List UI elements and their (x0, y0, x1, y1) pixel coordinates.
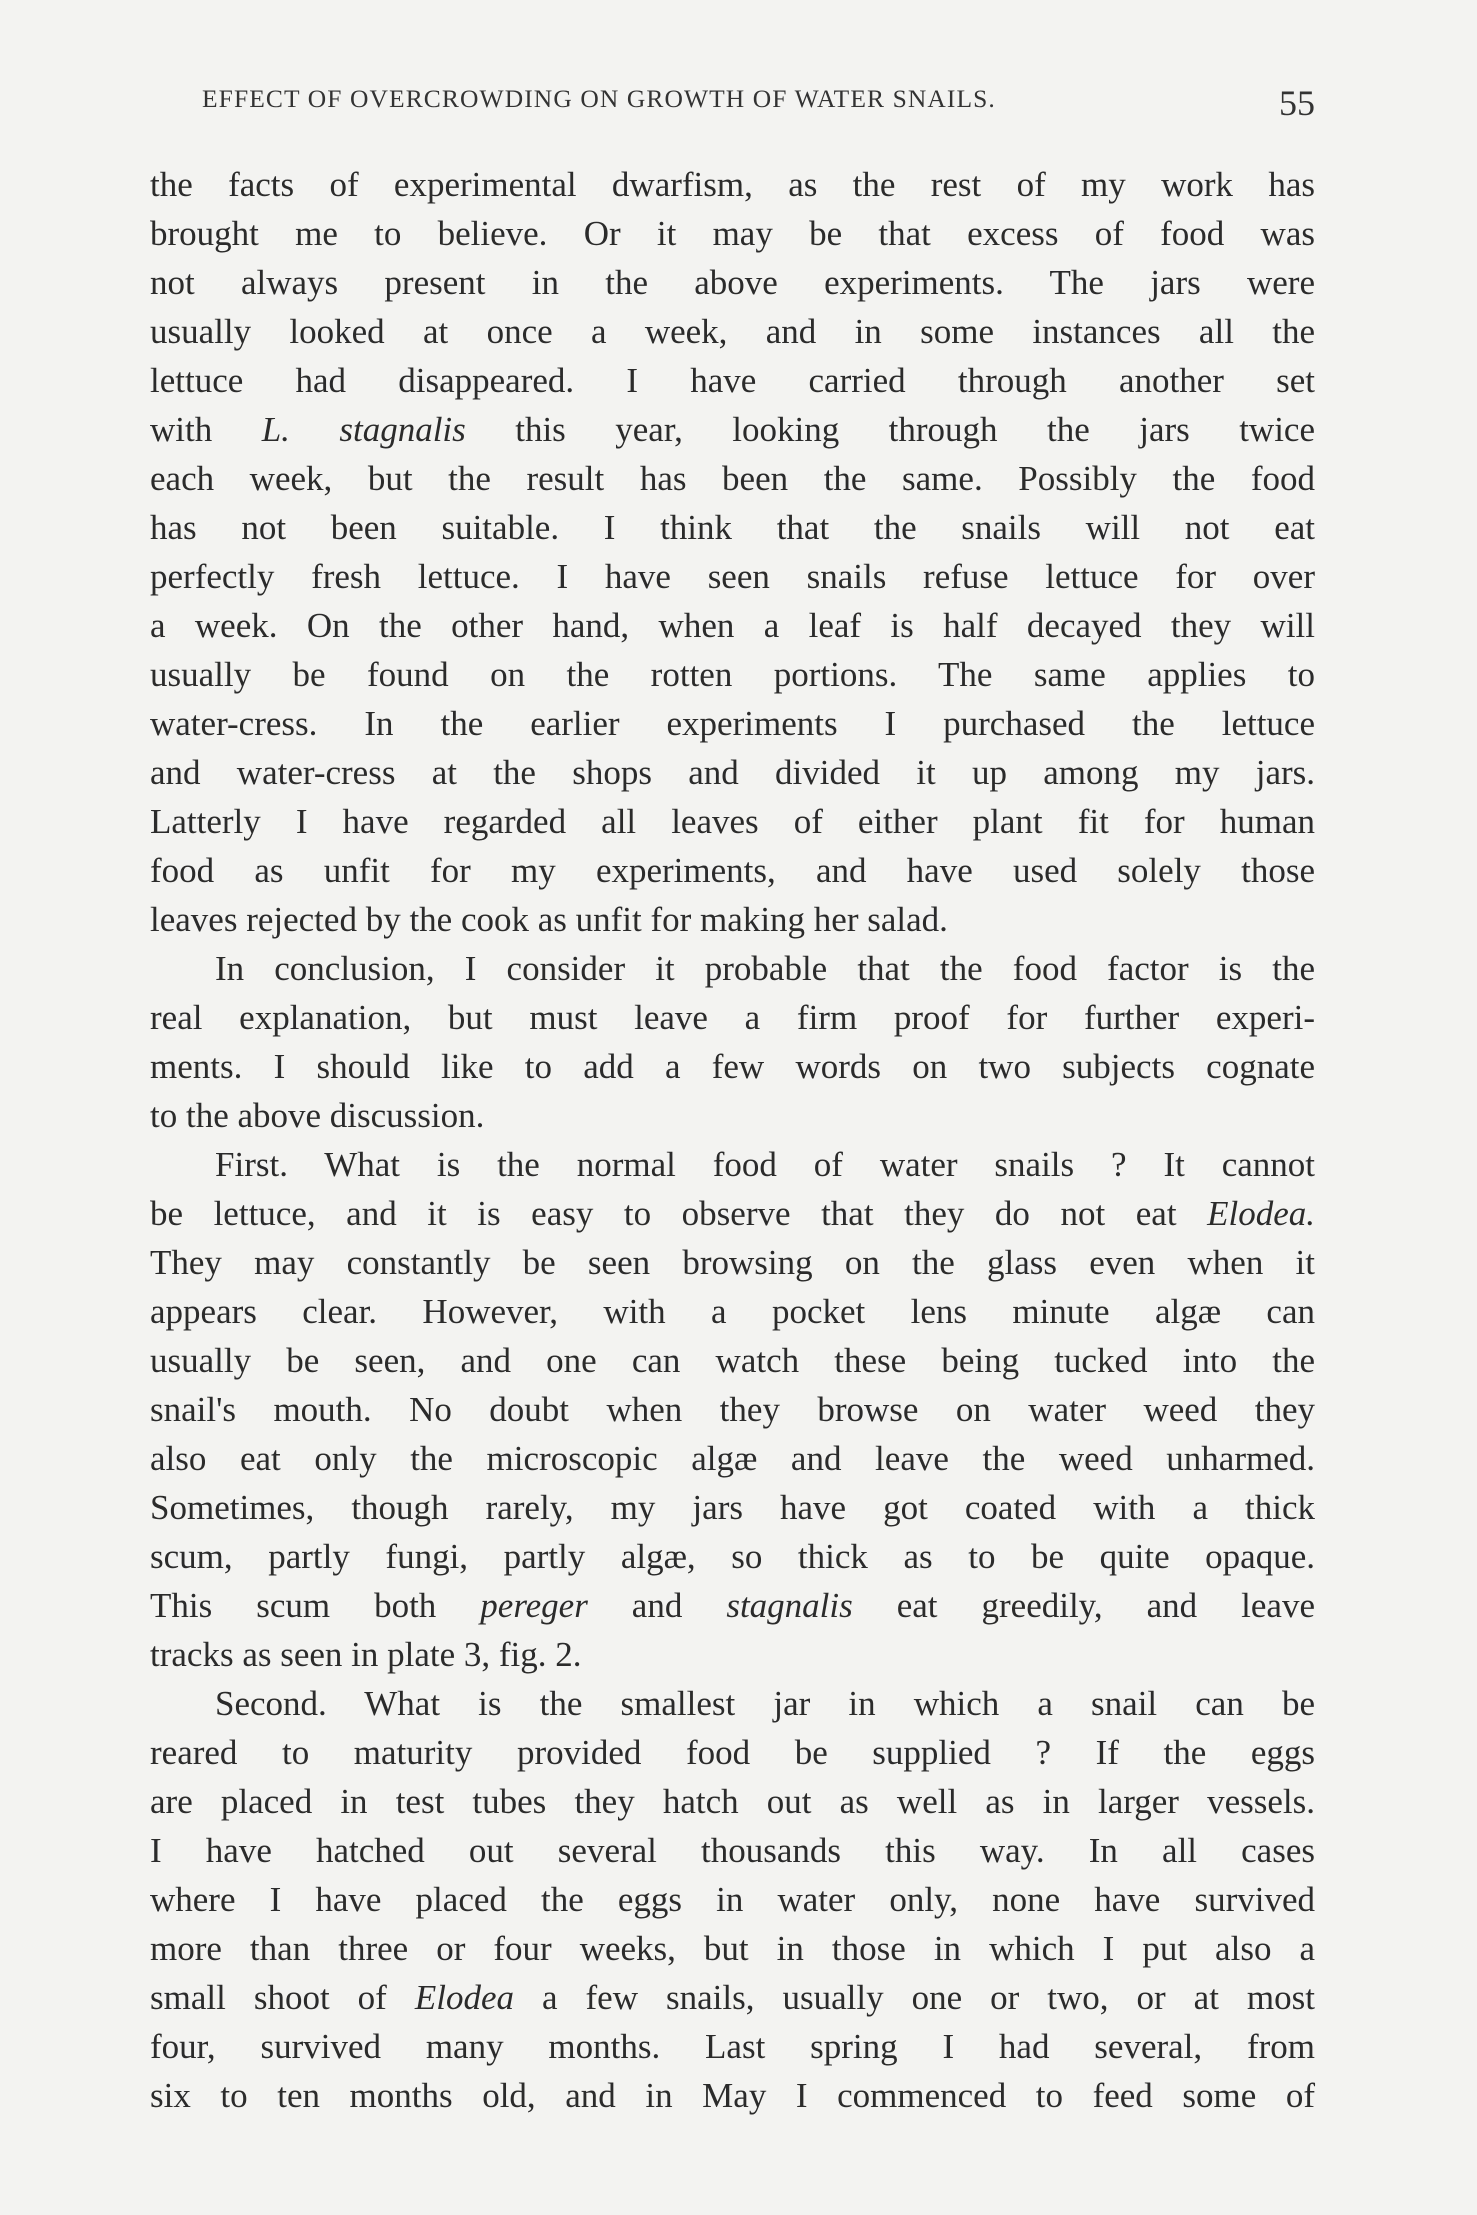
text-segment: This scum both (150, 1586, 481, 1625)
text-line (150, 1238, 1315, 1287)
running-title: EFFECT OF OVERCROWDING ON GROWTH OF WATER SNAILS. (202, 84, 996, 113)
text-line (150, 699, 1315, 748)
text-line (150, 1189, 1315, 1238)
text-line (150, 552, 1315, 601)
text-line (150, 846, 1315, 895)
text-line (150, 1532, 1315, 1581)
text-segment: usually be found on the rotten portions. The same applies to (150, 655, 1315, 694)
text-segment: also eat only the microscopic algæ and leave the weed unharmed. (150, 1439, 1315, 1478)
text-segment: the facts of experimental dwarfism, as the rest of my work has (150, 165, 1315, 204)
text-line (150, 895, 1315, 944)
text-segment: small shoot of (150, 1978, 415, 2017)
text-line (150, 160, 1315, 209)
italic-text: Elodea (414, 1978, 514, 2017)
text-segment: six to ten months old, and in May I commenced to feed some of (150, 2076, 1315, 2115)
text-line (150, 2022, 1315, 2071)
text-segment: snail's mouth. No doubt when they browse on water weed they (150, 1390, 1315, 1429)
text-line (150, 1777, 1315, 1826)
text-segment: a few snails, usually one or two, or at most (513, 1978, 1315, 2017)
text-segment: and (587, 1586, 727, 1625)
text-line (150, 1728, 1315, 1777)
text-segment: leaves rejected by the cook as unfit for making her salad. (150, 900, 948, 939)
text-line (150, 1875, 1315, 1924)
text-segment: be lettuce, and it is easy to observe that they do not eat (150, 1194, 1208, 1233)
text-line (150, 944, 1315, 993)
text-line (150, 650, 1315, 699)
text-segment: lettuce had disappeared. I have carried through another set (150, 361, 1315, 400)
text-segment: each week, but the result has been the same. Possibly the food (150, 459, 1315, 498)
text-segment: perfectly fresh lettuce. I have seen snails refuse lettuce for over (150, 557, 1315, 596)
text-segment: usually be seen, and one can watch these being tucked into the (150, 1341, 1315, 1380)
text-line (150, 1091, 1315, 1140)
text-line (150, 2071, 1315, 2120)
text-segment: Latterly I have regarded all leaves of either plant fit for human (150, 802, 1315, 841)
text-segment: are placed in test tubes they hatch out as well as in larger vessels. (150, 1782, 1315, 1821)
text-segment: four, survived many months. Last spring I had several, from (150, 2027, 1315, 2066)
text-segment: scum, partly fungi, partly algæ, so thick as to be quite opaque. (150, 1537, 1315, 1576)
text-line (150, 601, 1315, 650)
text-line (150, 797, 1315, 846)
italic-text: stagnalis (726, 1586, 853, 1625)
text-line (150, 1973, 1315, 2022)
text-segment: to the above discussion. (150, 1096, 485, 1135)
text-segment: ments. I should like to add a few words on two subjects cognate (150, 1047, 1315, 1086)
italic-text: Elodea. (1207, 1194, 1315, 1233)
text-line (150, 1630, 1315, 1679)
body-text (150, 160, 1315, 2120)
text-line (150, 454, 1315, 503)
text-segment: Sometimes, though rarely, my jars have got coated with a thick (150, 1488, 1315, 1527)
running-head (150, 82, 1315, 132)
text-line (150, 1336, 1315, 1385)
page-number: 55 (1279, 83, 1315, 123)
text-segment: food as unfit for my experiments, and have used solely those (150, 851, 1315, 890)
text-segment: In conclusion, I consider it probable that the food factor is the (215, 949, 1315, 988)
text-segment: water-cress. In the earlier experiments I purchased the lettuce (150, 704, 1315, 743)
text-line (150, 748, 1315, 797)
text-segment: with (150, 410, 262, 449)
text-segment: eat greedily, and leave (852, 1586, 1315, 1625)
text-line (150, 1140, 1315, 1189)
text-segment: tracks as seen in plate 3, fig. 2. (150, 1635, 582, 1674)
text-line (150, 356, 1315, 405)
text-segment: brought me to believe. Or it may be that excess of food was (150, 214, 1315, 253)
text-segment: this year, looking through the jars twice (465, 410, 1315, 449)
text-line (150, 1924, 1315, 1973)
text-segment: I have hatched out several thousands this way. In all cases (150, 1831, 1315, 1870)
text-segment: a week. On the other hand, when a leaf is half decayed they will (150, 606, 1315, 645)
text-segment: First. What is the normal food of water snails ? It cannot (215, 1145, 1315, 1184)
text-segment: real explanation, but must leave a firm proof for further experi- (150, 998, 1315, 1037)
italic-text: L. stagnalis (261, 410, 466, 449)
text-segment: more than three or four weeks, but in those in which I put also a (150, 1929, 1315, 1968)
text-segment: Second. What is the smallest jar in which a snail can be (215, 1684, 1315, 1723)
text-line (150, 1385, 1315, 1434)
text-segment: reared to maturity provided food be supplied ? If the eggs (150, 1733, 1315, 1772)
text-line (150, 1434, 1315, 1483)
italic-text: pereger (480, 1586, 588, 1625)
text-line (150, 1826, 1315, 1875)
text-segment: They may constantly be seen browsing on the glass even when it (150, 1243, 1315, 1282)
text-segment: has not been suitable. I think that the snails will not eat (150, 508, 1315, 547)
text-segment: not always present in the above experiments. The jars were (150, 263, 1315, 302)
text-line (150, 209, 1315, 258)
text-line (150, 1483, 1315, 1532)
text-line (150, 307, 1315, 356)
text-line (150, 993, 1315, 1042)
text-line (150, 1679, 1315, 1728)
text-line (150, 503, 1315, 552)
text-line (150, 1287, 1315, 1336)
text-segment: where I have placed the eggs in water only, none have survived (150, 1880, 1315, 1919)
text-line (150, 405, 1315, 454)
text-line (150, 1581, 1315, 1630)
text-segment: and water-cress at the shops and divided it up among my jars. (150, 753, 1315, 792)
text-line (150, 258, 1315, 307)
text-line (150, 1042, 1315, 1091)
text-segment: appears clear. However, with a pocket lens minute algæ can (150, 1292, 1315, 1331)
text-segment: usually looked at once a week, and in some instances all the (150, 312, 1315, 351)
